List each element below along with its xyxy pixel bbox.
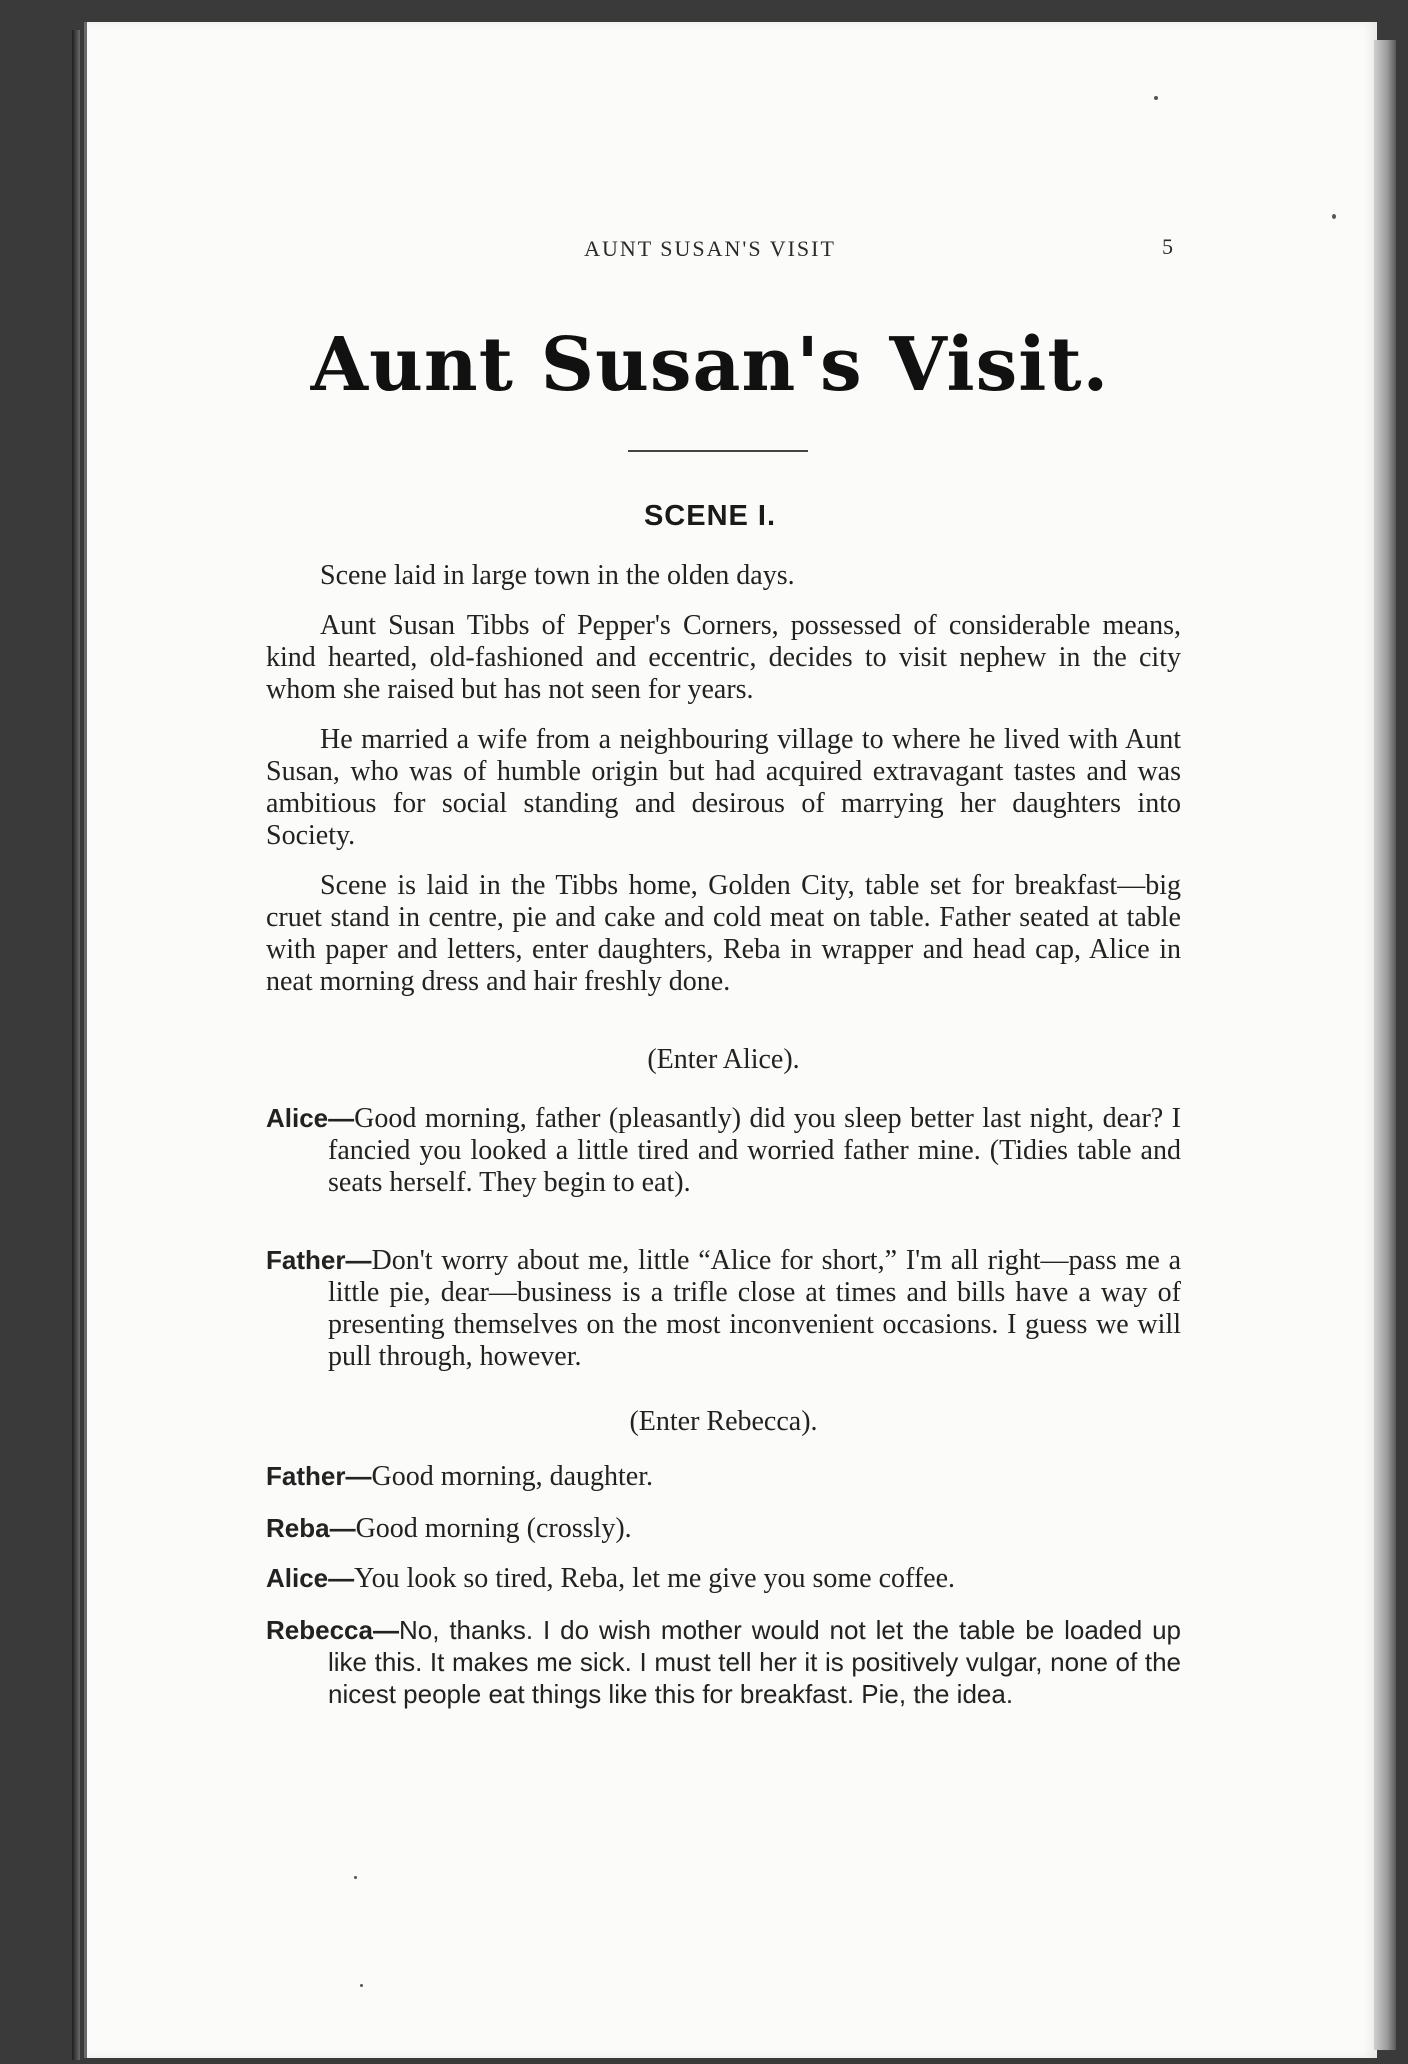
- speaker-name: Father: [266, 1461, 346, 1491]
- speaker-name: Father: [266, 1245, 346, 1275]
- speaker-name: Reba: [266, 1513, 330, 1543]
- speaker-dash: —: [345, 1461, 372, 1491]
- dialogue-line: Don't worry about me, little “Alice for short,” I'm all right—pass me a little pie, dear—business is a trifle close at times and bills have a way of presenting themselves on the most inconvenient occasions. I guess we will pull through, however.: [328, 1245, 1181, 1372]
- paragraph-setting: Scene laid in large town in the olden days.: [320, 560, 795, 591]
- dialogue-rebecca: [266, 1614, 1181, 1710]
- scan-speck: [1154, 96, 1158, 100]
- speaker-dash: —: [372, 1615, 399, 1645]
- scan-speck: [360, 1984, 363, 1987]
- dialogue-line: You look so tired, Reba, let me give you some coffee.: [354, 1563, 956, 1594]
- dialogue-reba: [266, 1512, 1181, 1545]
- speaker-name: Alice: [266, 1563, 329, 1593]
- speaker-dash: —: [345, 1245, 372, 1275]
- speaker-name: Alice: [266, 1103, 329, 1133]
- title-divider: [628, 450, 808, 452]
- page-title: Aunt Susan's Visit.: [310, 322, 1110, 408]
- page-number: 5: [1162, 234, 1173, 259]
- page-stack-edge: [1374, 40, 1396, 2050]
- scan-speck: [354, 1876, 357, 1879]
- dialogue-line: Good morning, father (pleasantly) did you sleep better last night, dear? I fancied you looked a little tired and worried father mine. (Tidies table and seats herself. They begin to eat).: [328, 1103, 1181, 1198]
- speaker-dash: —: [328, 1103, 355, 1133]
- speaker-dash: —: [328, 1563, 355, 1593]
- running-head: AUNT SUSAN'S VISIT: [584, 236, 836, 261]
- dialogue-father-2: [266, 1460, 1181, 1493]
- stage-direction-enter-rebecca: (Enter Rebecca).: [629, 1406, 818, 1437]
- book-binding-edge: [72, 30, 80, 2060]
- speaker-name: Rebecca: [266, 1615, 373, 1645]
- speaker-dash: —: [329, 1513, 356, 1543]
- dialogue-alice-1: [266, 1102, 1181, 1199]
- dialogue-line: No, thanks. I do wish mother would not let the table be loaded up like this. It makes me sick. I must tell her it is positively vulgar, none of the nicest people eat things like this for breakfast. Pie, the idea.: [328, 1615, 1181, 1709]
- dialogue-line: Good morning (crossly).: [355, 1513, 632, 1544]
- scan-speck: [1332, 214, 1336, 219]
- scene-heading: SCENE I.: [643, 500, 777, 532]
- paragraph-tibbs-home: Scene is laid in the Tibbs home, Golden City, table set for breakfast—big cruet stand in centre, pie and cake and cold meat on table. Father seated at table with paper and letters, enter daughters, Reba in wrapper and head cap, Alice in neat morning dress and hair freshly done.: [266, 870, 1181, 997]
- dialogue-line: Good morning, daughter.: [371, 1461, 653, 1492]
- stage-direction-enter-alice: (Enter Alice).: [647, 1044, 800, 1075]
- paragraph-aunt-susan: Aunt Susan Tibbs of Pepper's Corners, possessed of considerable means, kind hearted, old-fashioned and eccentric, decides to visit nephew in the city whom she raised but has not seen for years.: [266, 610, 1181, 705]
- paragraph-wife: He married a wife from a neighbouring village to where he lived with Aunt Susan, who was of humble origin but had acquired extravagant tastes and was ambitious for social standing and desirous of marrying her daughters into Society.: [266, 724, 1181, 851]
- dialogue-father-1: [266, 1244, 1181, 1373]
- dialogue-alice-2: [266, 1562, 1181, 1595]
